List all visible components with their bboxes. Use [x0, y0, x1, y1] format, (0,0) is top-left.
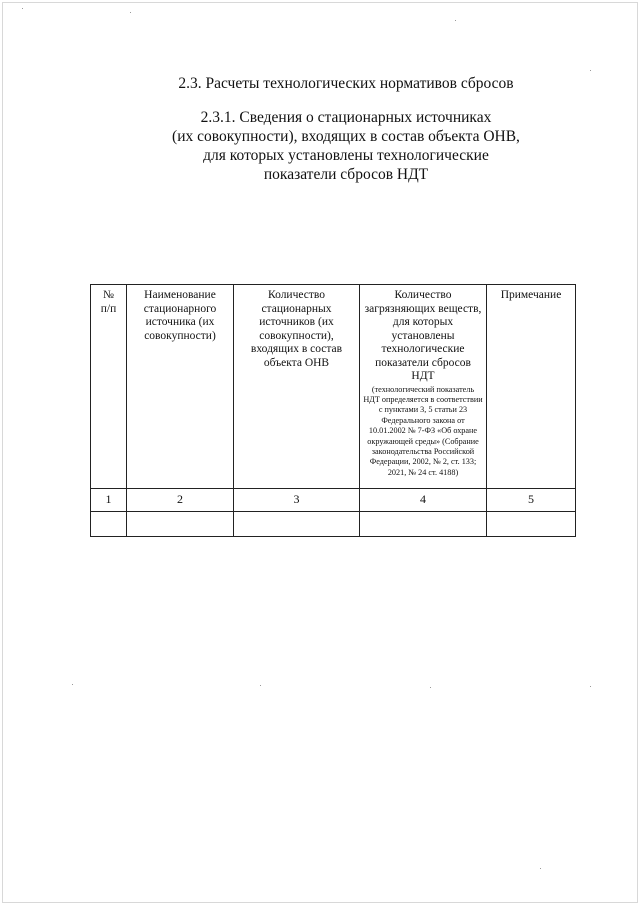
header-text: НДТ — [411, 370, 435, 382]
header-text: Количество — [268, 289, 325, 301]
section-title: 2.3. Расчеты технологических нормативов сбросов — [178, 75, 514, 92]
header-text: Количество — [394, 289, 452, 301]
header-text: источников (их — [259, 316, 334, 328]
subsection-title-line: для которых установлены технологические — [203, 147, 489, 164]
header-pollutant-count — [360, 285, 487, 489]
scan-speck — [455, 20, 456, 21]
table-cell — [360, 512, 487, 537]
subsection-title-line: (их совокупности), входящих в состав объекта ОНВ, — [172, 128, 520, 145]
header-text: совокупности) — [144, 329, 216, 342]
scan-speck — [72, 684, 73, 685]
header-text: совокупности), — [259, 329, 334, 342]
ndt-sources-table — [90, 284, 576, 537]
subsection-title — [0, 108, 640, 184]
scan-speck — [130, 12, 131, 13]
table-cell — [127, 512, 234, 537]
column-number-row — [91, 489, 576, 512]
header-text: загрязняющих веществ, — [364, 302, 482, 315]
header-text: для которых — [392, 316, 454, 328]
table-row — [91, 512, 576, 537]
table-cell — [487, 512, 576, 537]
scan-speck — [590, 70, 591, 71]
column-number: 4 — [360, 489, 487, 512]
header-text: Примечание — [500, 289, 562, 301]
header-text: установлены — [391, 329, 455, 342]
column-number: 3 — [234, 489, 360, 512]
table-cell — [91, 512, 127, 537]
header-number — [91, 285, 127, 489]
header-text: входящих в состав — [250, 343, 343, 355]
header-text: п/п — [100, 302, 117, 315]
header-text: стационарных — [261, 302, 332, 315]
header-text: объекта ОНВ — [263, 356, 330, 369]
header-source-count — [234, 285, 360, 489]
header-text: Наименование — [144, 289, 216, 301]
table-header-row — [91, 285, 576, 489]
column-number: 5 — [487, 489, 576, 512]
subsection-title-line: показатели сбросов НДТ — [263, 166, 429, 183]
header-text: технологические — [381, 343, 465, 355]
header-text: показатели сбросов — [375, 356, 471, 369]
header-text: № — [103, 289, 114, 301]
subsection-title-line: 2.3.1. Сведения о стационарных источниках — [200, 109, 492, 126]
table-cell — [234, 512, 360, 537]
column-number: 1 — [91, 489, 127, 512]
scan-speck — [430, 687, 431, 688]
header-footnote: (технологический показатель НДТ определяется в соответствии с пунктами 3, 5 статьи 23 Федерального закона от 10.01.2002 № 7-ФЗ «Об охране окружающей среды» (Собрание законодательства Российской Федерации, 2002, № 2, ст. 133; 2021, № 24 ст. 4188) — [363, 384, 483, 477]
header-text: стационарного — [143, 302, 217, 315]
header-note — [487, 285, 576, 489]
header-source-name — [127, 285, 234, 489]
header-text: источника (их — [145, 316, 215, 328]
column-number: 2 — [127, 489, 234, 512]
scan-speck — [260, 685, 261, 686]
scan-speck — [540, 868, 541, 869]
scan-speck — [22, 8, 23, 9]
scan-speck — [590, 686, 591, 687]
